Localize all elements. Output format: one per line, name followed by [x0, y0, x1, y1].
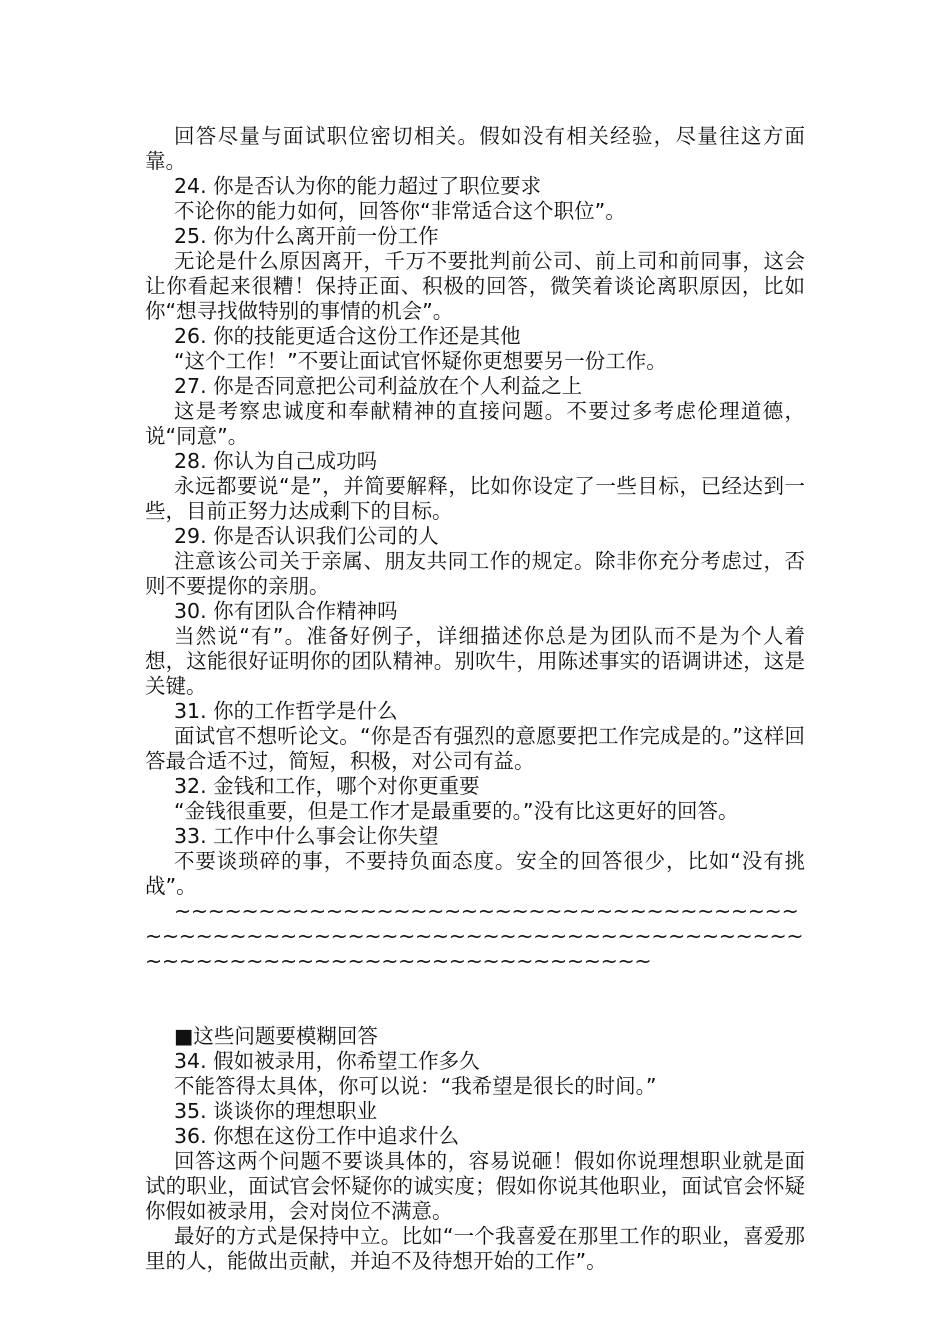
answer-34: 不能答得太具体，你可以说：“我希望是很长的时间。”	[174, 1074, 657, 1098]
answer-33: 不要谈琐碎的事，不要持负面态度。安全的回答很少，比如“没有挑战”。	[145, 849, 805, 898]
tilde-separator: ~~~~~~~~~~~~~~~~~~~~~~~~~~~~~~~~~~~~~~~~~~~~~~~~~~~~~~~~~~~~~~~~~~~~~~~~~~~~~~~~~~~~~~~~~~~~~~~~~~~~~~~~~~	[145, 899, 804, 973]
question-27: 27. 你是否同意把公司利益放在个人利益之上	[174, 374, 583, 398]
question-36: 36. 你想在这份工作中追求什么	[174, 1124, 460, 1148]
question-31: 31. 你的工作哲学是什么	[174, 699, 398, 723]
question-30: 30. 你有团队合作精神吗	[174, 599, 398, 623]
question-34: 34. 假如被录用，你希望工作多久	[174, 1049, 480, 1073]
answer-24: 不论你的能力如何，回答你“非常适合这个职位”。	[174, 199, 626, 223]
answer-28: 永远都要说“是”，并简要解释，比如你设定了一些目标，已经达到一些，目前正努力达成剩下的目标。	[145, 474, 805, 523]
answer-29: 注意该公司关于亲属、朋友共同工作的规定。除非你充分考虑过，否则不要提你的亲朋。	[145, 549, 805, 598]
question-33: 33. 工作中什么事会让你失望	[174, 824, 439, 848]
answer-32: “金钱很重要，但是工作才是最重要的。”没有比这更好的回答。	[174, 799, 739, 823]
paragraph-answer-23: 回答尽量与面试职位密切相关。假如没有相关经验，尽量往这方面靠。	[145, 124, 805, 173]
answer-35-36: 回答这两个问题不要谈具体的，容易说砸！假如你说理想职业就是面试的职业，面试官会怀疑你的诚实度；假如你说其他职业，面试官会怀疑你假如被录用，会对岗位不满意。	[145, 1149, 805, 1223]
answer-26: “这个工作！”不要让面试官怀疑你更想要另一份工作。	[174, 349, 667, 373]
answer-30: 当然说“有”。准备好例子，详细描述你总是为团队而不是为个人着想，这能很好证明你的团队精神。别吹牛，用陈述事实的语调讲述，这是关键。	[145, 624, 805, 698]
question-24: 24. 你是否认为你的能力超过了职位要求	[174, 174, 542, 198]
question-29: 29. 你是否认识我们公司的人	[174, 524, 439, 548]
question-28: 28. 你认为自己成功吗	[174, 449, 378, 473]
question-32: 32. 金钱和工作，哪个对你更重要	[174, 774, 480, 798]
answer-best-approach: 最好的方式是保持中立。比如“一个我喜爱在那里工作的职业，喜爱那里的人，能做出贡献，并迫不及待想开始的工作”。	[145, 1224, 805, 1273]
blank-space	[145, 974, 805, 1024]
answer-27: 这是考察忠诚度和奉献精神的直接问题。不要过多考虑伦理道德，说“同意”。	[145, 399, 805, 448]
question-25: 25. 你为什么离开前一份工作	[174, 224, 439, 248]
section-heading-vague-answers: ■这些问题要模糊回答	[174, 1024, 378, 1048]
document-page	[145, 124, 805, 1274]
answer-25: 无论是什么原因离开，千万不要批判前公司、前上司和前同事，这会让你看起来很糟！保持正面、积极的回答，微笑着谈论离职原因，比如你“想寻找做特别的事情的机会”。	[145, 249, 805, 323]
answer-31: 面试官不想听论文。“你是否有强烈的意愿要把工作完成是的。”这样回答最合适不过，简短，积极，对公司有益。	[145, 724, 805, 773]
question-35: 35. 谈谈你的理想职业	[174, 1099, 378, 1123]
question-26: 26. 你的技能更适合这份工作还是其他	[174, 324, 521, 348]
